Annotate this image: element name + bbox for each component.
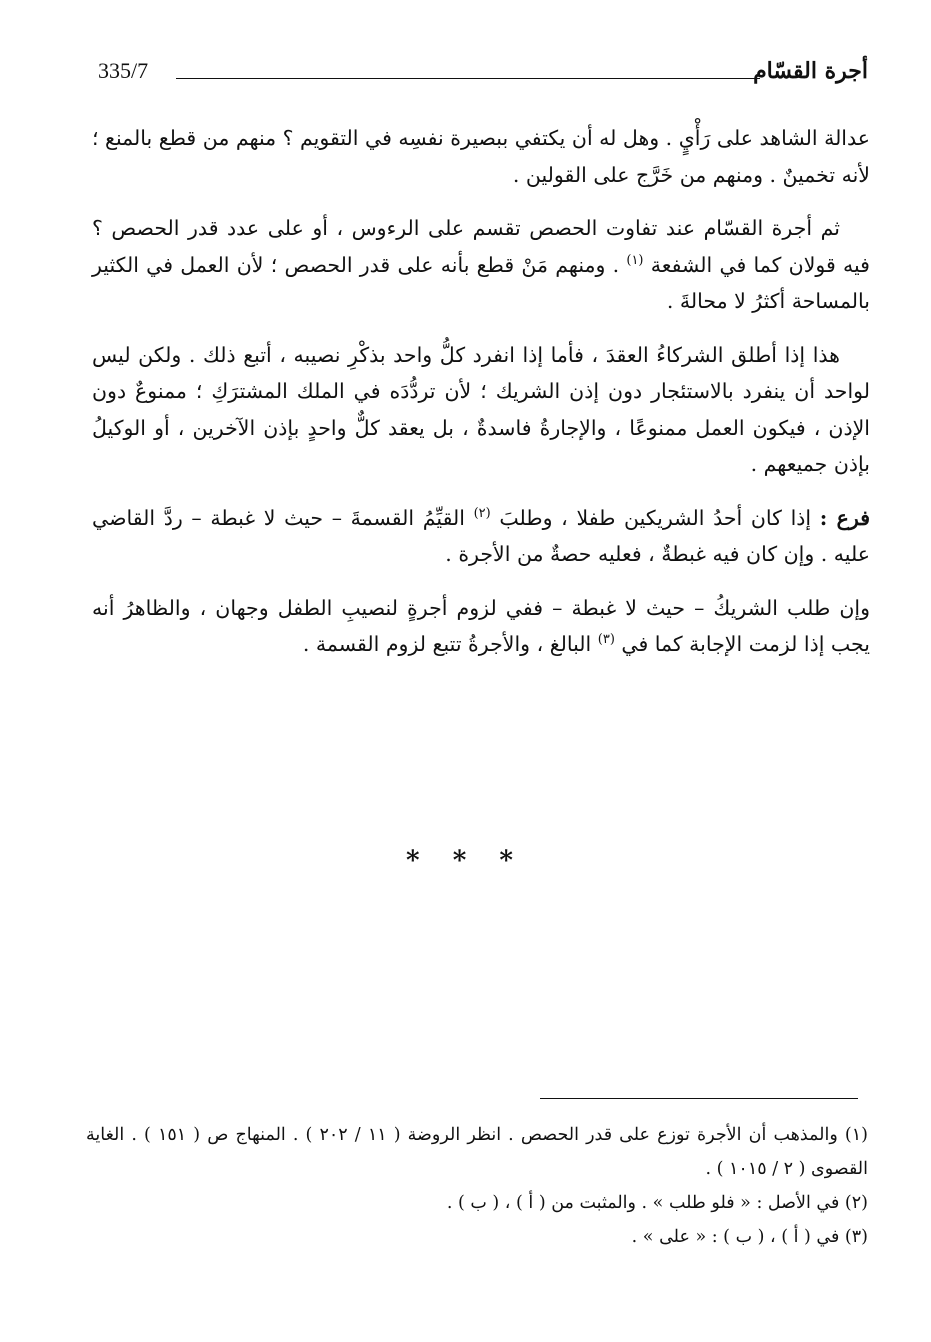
footnote-3: (٣) في ( أ ) ، ( ب ) : « على » . [631,1227,868,1247]
page-number: 335/7 [98,58,149,83]
paragraph-4 [92,500,870,573]
footnote-2: (٢) في الأصل : « فلو طلب » . والمثبت من ( أ ) ، ( ب ) . [446,1193,868,1213]
footnote-ref-1: (١) [626,252,644,268]
paragraph-2 [92,210,870,320]
paragraph-1: عدالة الشاهد على رَأْيٍ . وهل له أن يكتفي ببصيرة نفسِه في التقويم ؟ منهم من قطع بالمنع ؛ لأنه تخمينٌ . ومنهم من خَرَّج على القولين . [92,126,870,187]
paragraph-5-text-b: البالغ ، والأجرةُ تتبع لزوم القسمة . [302,632,598,656]
paragraph-5 [92,590,870,663]
section-separator: * * * [406,846,525,876]
paragraph-2-text-b: . ومنهم مَنْ قطع بأنه على قدر الحصص ؛ لأن العمل في الكثير بالمساحة أكثرُ لا محالةَ . [92,252,870,313]
paragraph-2-text-a: ثم أجرة القسّام عند تفاوت الحصص تقسم على الرءوس ، أو على عدد قدر الحصص ؟ فيه قولان كما في الشفعة [92,216,870,277]
paragraph-3: هذا إذا أطلق الشركاءُ العقدَ ، فأما إذا انفرد كلُّ واحد بذكْرِ نصيبه ، أتبع ذلك . ولكن ليس لواحد أن ينفرد بالاستئجار دون إذن الشريك ؛ لأن تردُّدَه في الملك المشترَكِ ؛ ممنوعٌ دون الإذن ، فيكون العمل ممنوعًا ، والإجارةُ فاسدةٌ ، بل يعقد كلٌّ واحدٍ بإذن الآخرين ، أو الوكيلُ بإذن جميعهم . [92,342,870,476]
paragraph-4-text-b: القيِّمُ القسمةَ – حيث لا غبطة – ردَّ القاضي عليه . وإن كان فيه غبطةٌ ، فعليه حصةٌ من الأجرة . [92,505,870,566]
header-rule [176,78,760,79]
section-lead-far: فرع : [819,505,870,530]
footnote-ref-3: (٣) [597,632,615,648]
footnote-rule [540,1098,858,1099]
footnote-1: (١) والمذهب أن الأجرة توزع على قدر الحصص . انظر الروضة ( ١١ / ٢٠٢ ) . المنهاج ص ( ١٥١ ) . الغاية القصوى ( ٢ / ١٠١٥ ) . [86,1125,868,1179]
paragraph-4-text-a: إذا كان أحدُ الشريكين طفلا ، وطلبَ [490,505,820,530]
main-text [92,120,870,680]
running-header [98,56,868,90]
paragraph-5-text-a: وإن طلب الشريكُ – حيث لا غبطة – ففي لزوم أجرةٍ لنصيبِ الطفل وجهان ، والظاهرُ أنه يجب إذا لزمت الإجابة كما في [92,595,870,656]
running-title: أجرة القسّام [753,58,868,84]
footnotes [86,1118,868,1254]
footnote-ref-2: (٢) [473,505,491,521]
